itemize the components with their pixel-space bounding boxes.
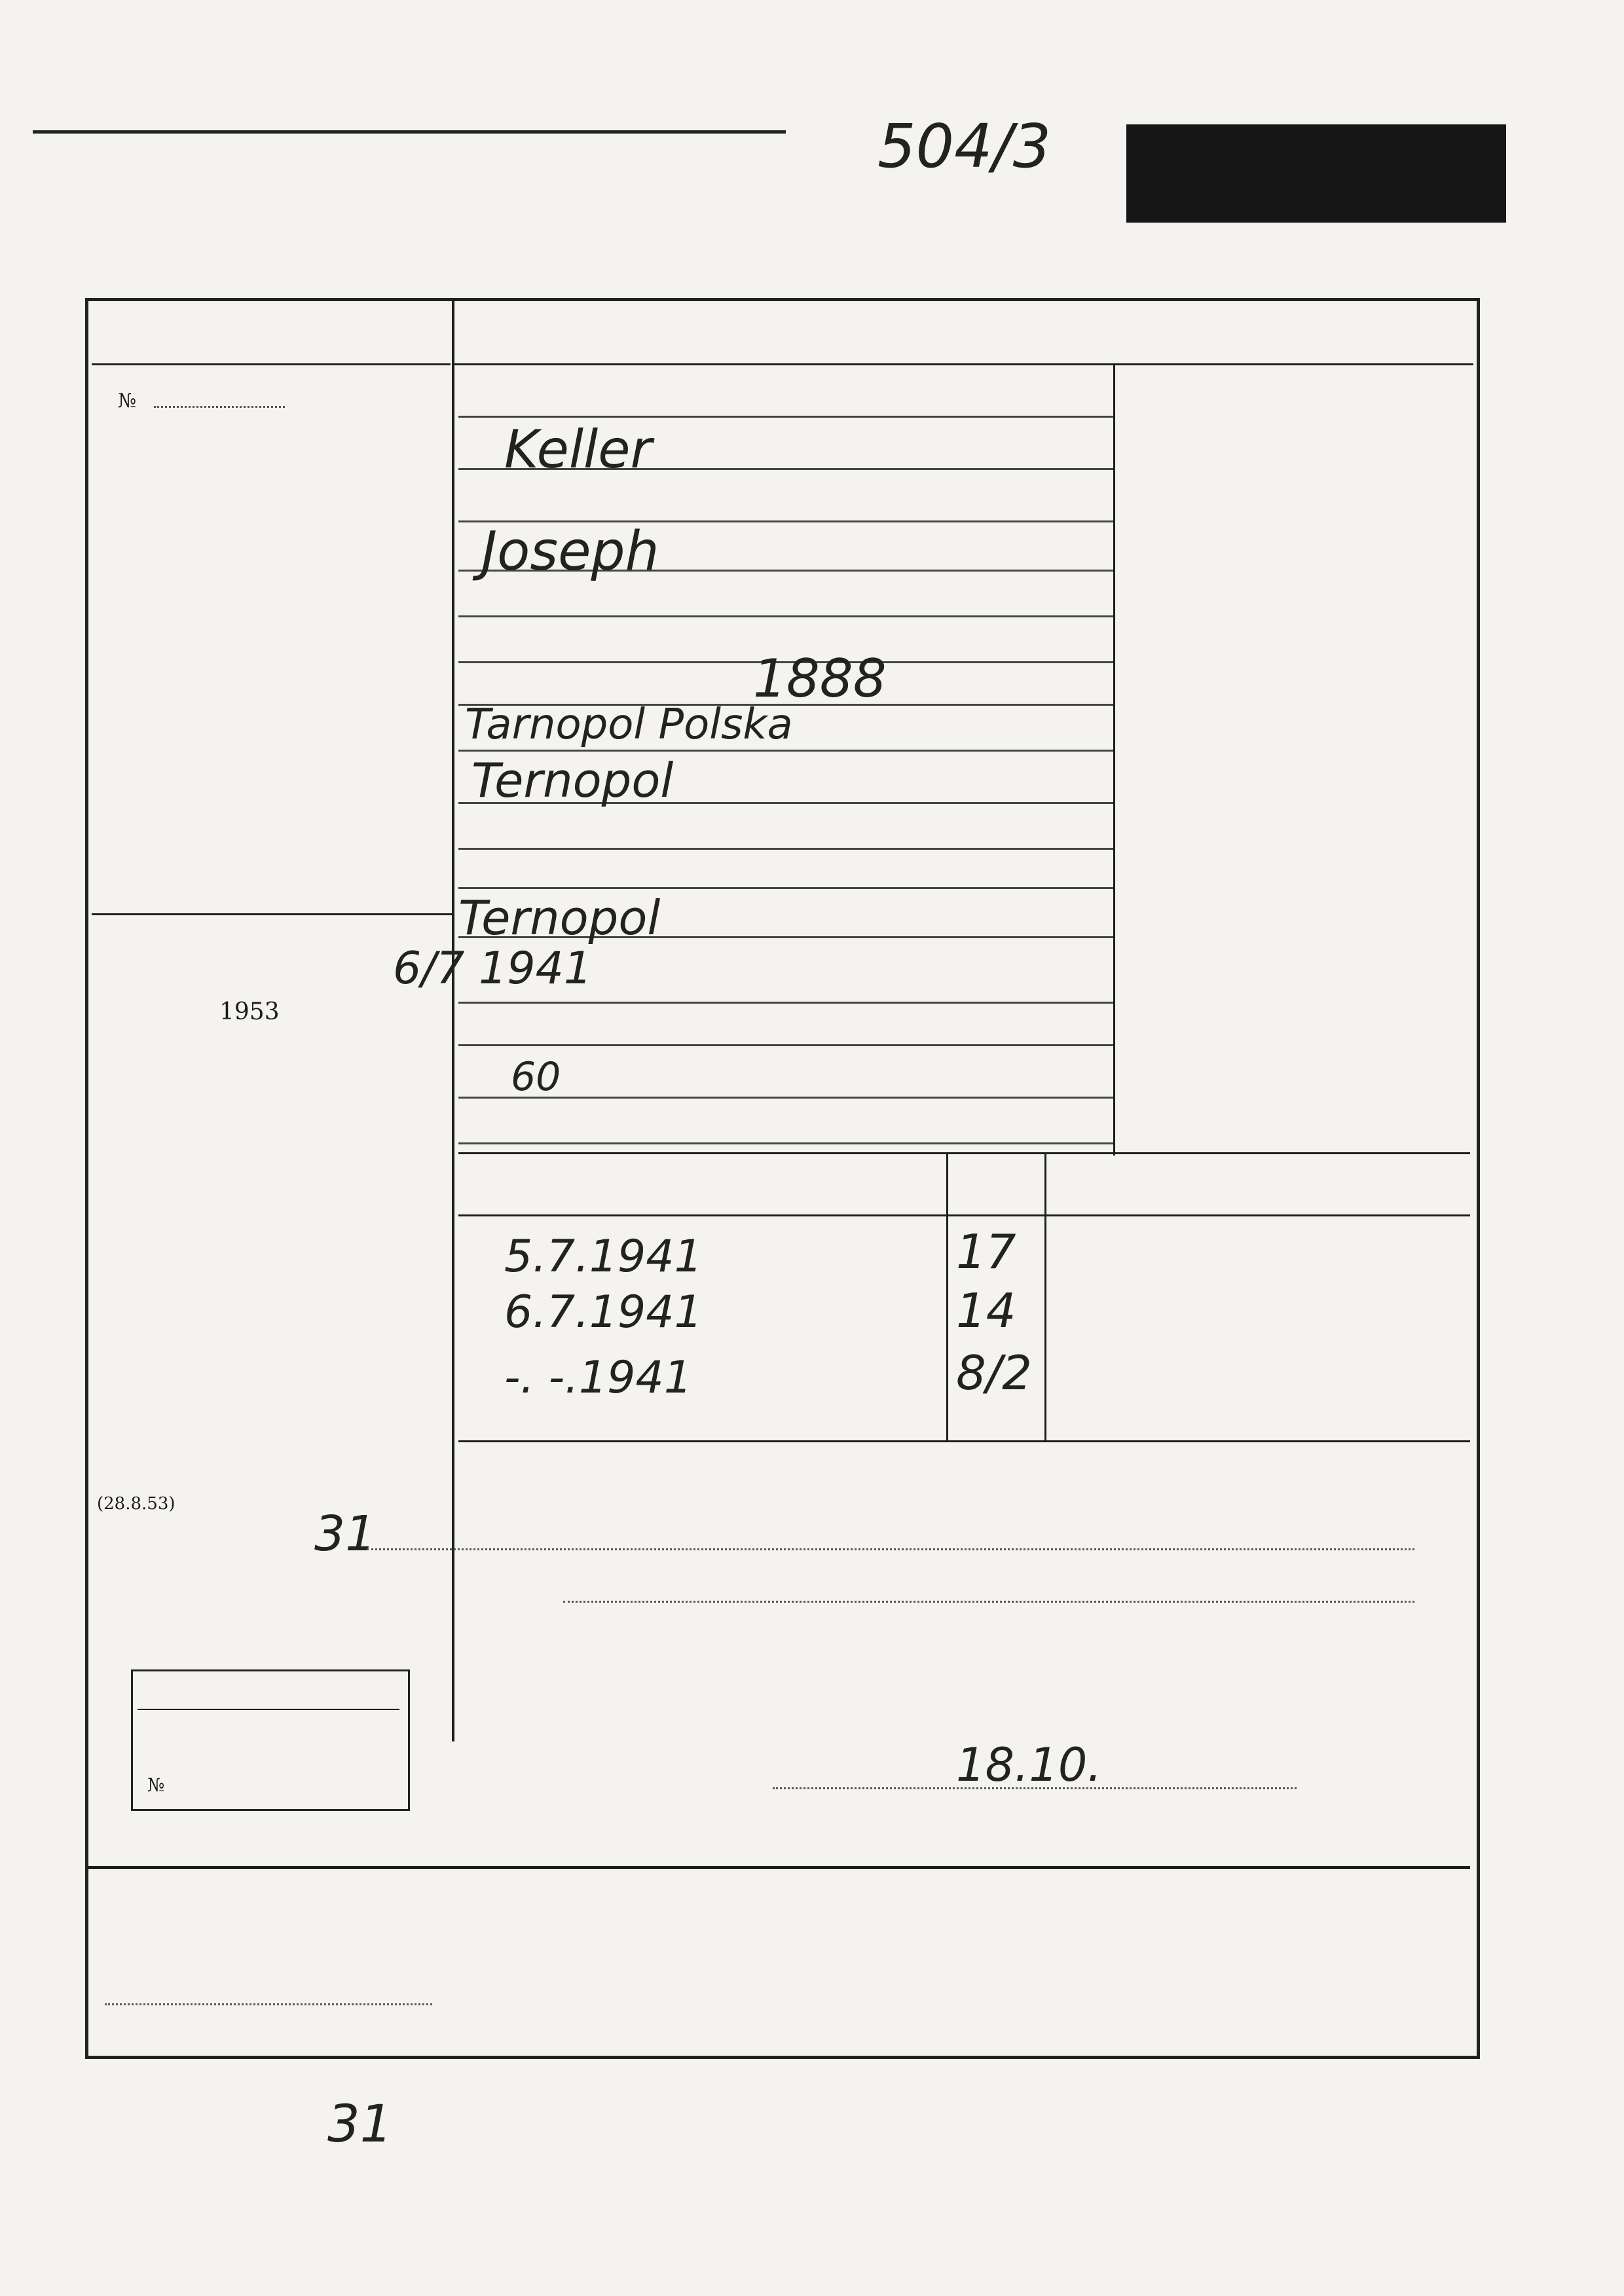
row-1a-line: [458, 416, 1113, 418]
stamp-no-label: №: [147, 1774, 165, 1796]
yad-vashem-logo: [1126, 124, 1506, 223]
row-12-line: [458, 1044, 1113, 1046]
row-husband-line: [458, 1142, 1113, 1144]
f2-latin-value: Joseph: [481, 520, 659, 583]
children-top-rule: [458, 1152, 1470, 1154]
child-age: 14: [956, 1283, 1016, 1338]
row-11-line: [458, 1002, 1113, 1004]
footer-dotted-line: [105, 2003, 432, 2005]
child-date: 5.7.1941: [504, 1231, 703, 1283]
top-left-box: [92, 301, 451, 365]
f10-value: Ternopol: [458, 890, 661, 945]
child-age: 8/2: [956, 1345, 1032, 1400]
institution-line: [33, 121, 786, 134]
place-date-line: [773, 1787, 1297, 1789]
label-column-divider: [1113, 363, 1115, 1156]
law-date: (28.8.53): [97, 1494, 175, 1514]
law-year: 1953: [219, 998, 280, 1025]
footer-rule-top: [88, 1866, 1470, 1869]
child-date: -. -.1941: [504, 1352, 692, 1404]
f6-value: Tarnopol Polska: [465, 701, 793, 749]
row-8-line: [458, 848, 1113, 850]
f1-latin-value: Keller: [504, 419, 652, 480]
children-col-divider-2: [1044, 1152, 1046, 1440]
declaration-line2: [563, 1601, 1414, 1603]
file-number: 504/3: [877, 111, 1052, 181]
f7-value: Ternopol: [471, 753, 674, 808]
child-age: 17: [956, 1224, 1016, 1279]
row-3-line: [458, 615, 1113, 617]
children-col-divider-1: [946, 1152, 948, 1440]
f5-value: 1888: [753, 648, 887, 709]
stamp-rule: [138, 1709, 399, 1710]
row-6-line: [458, 750, 1113, 752]
children-head-rule: [458, 1214, 1470, 1216]
declaration-line1-value: 31: [314, 1506, 377, 1562]
declaration-line1: [367, 1548, 1414, 1550]
child-date: 6.7.1941: [504, 1286, 703, 1338]
f11-value: 6/7 1941: [393, 943, 593, 994]
children-bottom-rule: [458, 1440, 1470, 1442]
serial-line: [154, 406, 285, 408]
f13-age: 60: [511, 1054, 561, 1100]
top-rule: [452, 363, 1473, 365]
left-mid-rule: [92, 913, 452, 915]
footer-handwritten-value: 31: [327, 2095, 393, 2154]
left-column-divider: [452, 301, 454, 1741]
declaration-date-value: 18.10.: [956, 1738, 1102, 1792]
row-9-line: [458, 887, 1113, 889]
serial-no-label: №: [118, 390, 137, 412]
archive-stamp-box: [131, 1669, 410, 1811]
